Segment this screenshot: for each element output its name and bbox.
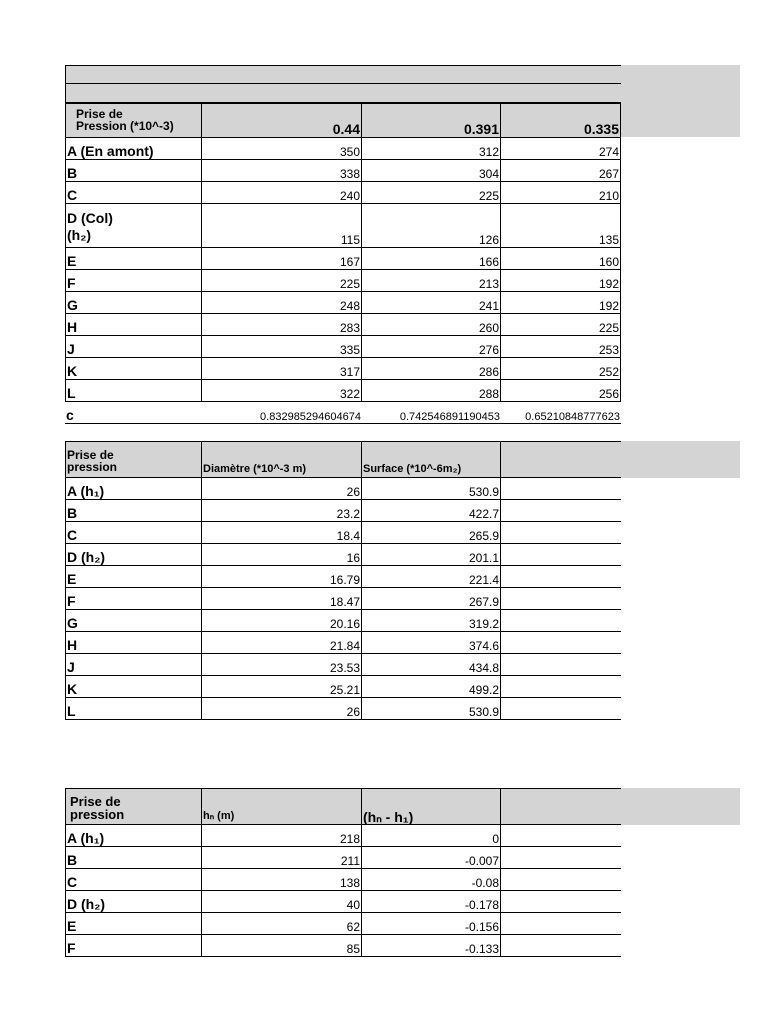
table-row (65, 292, 621, 314)
row-label: A (h₁) (65, 478, 202, 500)
row-label: D (h₂) (65, 891, 202, 913)
table1-blank-row (65, 84, 621, 103)
table-row (65, 825, 621, 847)
cell-value: 115 (202, 204, 362, 248)
row-label: J (65, 654, 202, 676)
cell-value: 213 (362, 270, 501, 292)
cell-value: 25.21 (202, 676, 362, 698)
row-label: H (65, 632, 202, 654)
empty-cell (501, 825, 621, 847)
cell-value: 248 (202, 292, 362, 314)
row-label: E (65, 913, 202, 935)
empty-cell (501, 610, 621, 632)
table-row (65, 891, 621, 913)
cell-value: 218 (202, 825, 362, 847)
row-label: L (65, 698, 202, 720)
row-label: H (65, 314, 202, 336)
cell-value: 20.16 (202, 610, 362, 632)
cell-value: 210 (501, 182, 621, 204)
table-row (65, 182, 621, 204)
table-row (65, 610, 621, 632)
cell-value: 374.6 (362, 632, 501, 654)
cell-value: 40 (202, 891, 362, 913)
cell-value: -0.178 (362, 891, 501, 913)
cell-value: 192 (501, 270, 621, 292)
row-label: B (65, 847, 202, 869)
empty-cell (501, 676, 621, 698)
header-empty (501, 788, 621, 825)
cell-value: 335 (202, 336, 362, 358)
cell-value: 138 (202, 869, 362, 891)
table-row (65, 913, 621, 935)
cell-value: 16.79 (202, 566, 362, 588)
empty-cell (501, 566, 621, 588)
table-row (65, 935, 621, 957)
cell-value: 304 (362, 160, 501, 182)
header-value: 0.44 (202, 103, 362, 138)
table2-side-fill (620, 441, 740, 478)
cell-value: 18.47 (202, 588, 362, 610)
table-row (65, 160, 621, 182)
row-label: C (65, 182, 202, 204)
header-label: Prise de Pression (*10^-3) (65, 103, 202, 138)
row-label: F (65, 935, 202, 957)
cell-value: 23.53 (202, 654, 362, 676)
table-row (65, 698, 621, 720)
cell-value: 21.84 (202, 632, 362, 654)
cell-value: -0.007 (362, 847, 501, 869)
cell-value: 288 (362, 380, 501, 402)
table-row (65, 270, 621, 292)
cell-value: 225 (362, 182, 501, 204)
row-label: K (65, 358, 202, 380)
cell-value: 338 (202, 160, 362, 182)
cell-value: 350 (202, 138, 362, 160)
row-label: F (65, 588, 202, 610)
cell-value: 286 (362, 358, 501, 380)
empty-cell (501, 847, 621, 869)
footer-label: c (65, 402, 202, 424)
height-table (65, 788, 621, 957)
row-label: C (65, 522, 202, 544)
table-row (65, 358, 621, 380)
footer-value: 0.65210848777623 (501, 402, 621, 424)
cell-value: 276 (362, 336, 501, 358)
cell-value: 192 (501, 292, 621, 314)
cell-value: 260 (362, 314, 501, 336)
empty-cell (501, 544, 621, 566)
header-value: 0.391 (362, 103, 501, 138)
header-diameter: Diamètre (*10^-3 m) (202, 441, 362, 478)
cell-value: 225 (501, 314, 621, 336)
empty-cell (501, 588, 621, 610)
cell-value: 530.9 (362, 478, 501, 500)
cell-value: 283 (202, 314, 362, 336)
row-label: B (65, 500, 202, 522)
header-hn: hₙ (m) (202, 788, 362, 825)
cell-value: 319.2 (362, 610, 501, 632)
cell-value: 62 (202, 913, 362, 935)
cell-value: 85 (202, 935, 362, 957)
pressure-table (65, 65, 621, 424)
cell-value: 0 (362, 825, 501, 847)
empty-cell (501, 891, 621, 913)
table-row (65, 869, 621, 891)
row-label: E (65, 566, 202, 588)
cell-value: 530.9 (362, 698, 501, 720)
table3-header-row (65, 788, 621, 825)
cell-value: -0.08 (362, 869, 501, 891)
empty-cell (501, 522, 621, 544)
cell-value: 166 (362, 248, 501, 270)
row-label: C (65, 869, 202, 891)
table-row (65, 522, 621, 544)
table-row (65, 138, 621, 160)
table1-blank-row (65, 65, 621, 84)
diameter-table (65, 441, 621, 720)
cell-value: 241 (362, 292, 501, 314)
cell-value: 265.9 (362, 522, 501, 544)
cell-value: -0.156 (362, 913, 501, 935)
empty-cell (501, 869, 621, 891)
row-label: D (h₂) (65, 544, 202, 566)
cell-value: 267.9 (362, 588, 501, 610)
empty-cell (501, 935, 621, 957)
table-row (65, 847, 621, 869)
row-label: G (65, 610, 202, 632)
header-surface: Surface (*10^-6m₂) (362, 441, 501, 478)
cell-value: 256 (501, 380, 621, 402)
table1-header-row (65, 103, 621, 138)
header-value: 0.335 (501, 103, 621, 138)
cell-value: 434.8 (362, 654, 501, 676)
table-row (65, 588, 621, 610)
cell-value: 160 (501, 248, 621, 270)
row-label: D (Col) (h₂) (65, 204, 202, 248)
cell-value: 274 (501, 138, 621, 160)
header-empty (501, 441, 621, 478)
table-row (65, 314, 621, 336)
row-label: L (65, 380, 202, 402)
row-label: G (65, 292, 202, 314)
cell-value: -0.133 (362, 935, 501, 957)
empty-cell (501, 478, 621, 500)
row-label: A (h₁) (65, 825, 202, 847)
header-hn-minus-h1: (hₙ - h₁) (362, 788, 501, 825)
cell-value: 135 (501, 204, 621, 248)
header-label: Prise de pression (65, 788, 202, 825)
cell-value: 267 (501, 160, 621, 182)
cell-value: 253 (501, 336, 621, 358)
empty-cell (501, 698, 621, 720)
table-row (65, 566, 621, 588)
row-label: K (65, 676, 202, 698)
cell-value: 26 (202, 698, 362, 720)
cell-value: 312 (362, 138, 501, 160)
footer-value: 0.742546891190453 (362, 402, 501, 424)
cell-value: 18.4 (202, 522, 362, 544)
cell-value: 317 (202, 358, 362, 380)
table1-side-fill (620, 65, 740, 137)
cell-value: 26 (202, 478, 362, 500)
blank-cell (65, 66, 621, 84)
cell-value: 240 (202, 182, 362, 204)
cell-value: 211 (202, 847, 362, 869)
table1-footer-row (65, 402, 621, 424)
table-row (65, 544, 621, 566)
table-row (65, 632, 621, 654)
row-label: B (65, 160, 202, 182)
cell-value: 23.2 (202, 500, 362, 522)
table-row (65, 380, 621, 402)
row-label: E (65, 248, 202, 270)
empty-cell (501, 500, 621, 522)
empty-cell (501, 632, 621, 654)
cell-value: 422.7 (362, 500, 501, 522)
row-label: F (65, 270, 202, 292)
table-row (65, 248, 621, 270)
table-row (65, 478, 621, 500)
table2-header-row (65, 441, 621, 478)
table-row (65, 204, 621, 248)
table-row (65, 676, 621, 698)
cell-value: 499.2 (362, 676, 501, 698)
cell-value: 221.4 (362, 566, 501, 588)
table-row (65, 500, 621, 522)
blank-cell (65, 84, 621, 103)
cell-value: 225 (202, 270, 362, 292)
row-label: J (65, 336, 202, 358)
header-label: Prise de pression (65, 441, 202, 478)
table3-side-fill (620, 788, 740, 825)
cell-value: 16 (202, 544, 362, 566)
cell-value: 201.1 (362, 544, 501, 566)
row-label: A (En amont) (65, 138, 202, 160)
empty-cell (501, 913, 621, 935)
cell-value: 167 (202, 248, 362, 270)
table-row (65, 336, 621, 358)
empty-cell (501, 654, 621, 676)
cell-value: 252 (501, 358, 621, 380)
footer-value: 0.832985294604674 (202, 402, 362, 424)
table-row (65, 654, 621, 676)
cell-value: 322 (202, 380, 362, 402)
cell-value: 126 (362, 204, 501, 248)
